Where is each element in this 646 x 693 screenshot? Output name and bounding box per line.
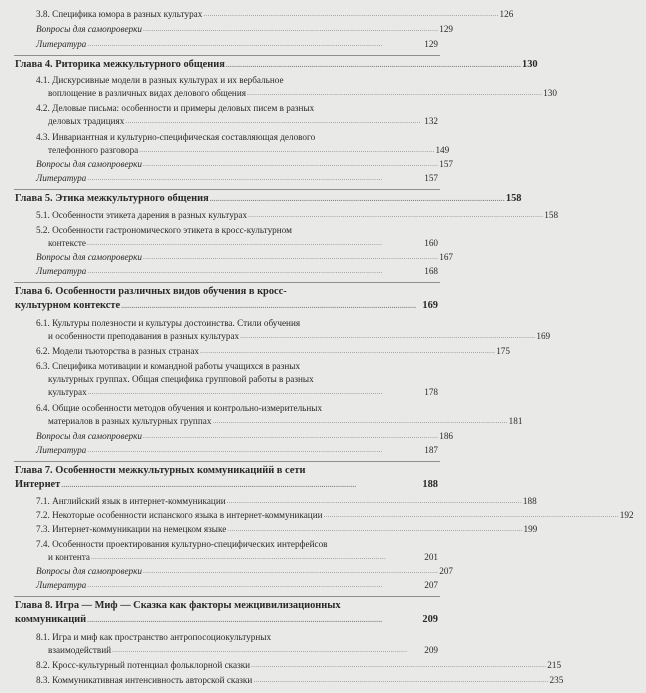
leader-dots: ................................................................................................................................................ [246,89,543,97]
toc-entry [0,266,450,277]
toc-entry [0,416,523,427]
toc-entry-title: культурных группах. Общая специфика групповой работы в разных [48,374,314,384]
toc-entry-page: 188 [522,496,537,506]
toc-entry [0,552,450,563]
toc-entry-page: 126 [499,9,514,19]
toc-entry-page: 192 [619,510,634,520]
leader-dots: ................................................................................................................................................ [200,347,496,355]
leader-dots: ................................................................................................................................................ [112,646,408,654]
divider [14,596,440,597]
leader-dots: ................................................................................................................................................ [87,581,383,589]
leader-dots: ................................................................................................................................................ [240,332,536,340]
toc-entry [0,88,557,99]
toc-entry-title: 8.2. Кросс-культурный потенциал фольклорной сказки [36,660,251,670]
toc-entry-title: 7.3. Интернет-коммуникации на немецком языке [36,524,227,534]
divider [14,55,440,56]
chapter-title: Интернет [15,479,61,490]
leader-dots: ................................................................................................................................................ [227,525,523,533]
toc-entry-title: 4.2. Деловые письма: особенности и примеры деловых писем в разных [36,103,315,113]
chapter-page: 158 [505,193,522,204]
toc-entry-page: 130 [543,88,557,98]
toc-entry [0,173,450,184]
leader-dots: ................................................................................................................................................ [87,388,383,396]
toc-entry [0,645,450,656]
toc-entry-title: Вопросы для самопроверки [36,159,143,169]
leader-dots: ................................................................................................................................................ [323,511,619,519]
toc-entry-title: взаимодействий [48,645,112,655]
toc-entry-title: 6.4. Общие особенности методов обучения и контрольно-измерительных [36,403,323,413]
leader-dots: ................................................................................................................................................ [87,267,383,275]
toc-entry-title: Вопросы для самопроверки [36,252,143,262]
divider [14,461,440,462]
toc-entry [0,346,510,357]
toc-entry [0,524,538,535]
leader-dots: ................................................................................................................................................ [253,676,549,684]
toc-entry-title: 8.3. Коммуникативная интенсивность авторской сказки [36,675,253,685]
leader-dots: ................................................................................................................................................ [143,253,439,261]
toc-entry-page: 201 [424,552,438,562]
leader-dots: ................................................................................................................................................ [226,497,522,505]
leader-dots: ................................................................................................................................................ [225,61,522,69]
toc-entry-page: 175 [496,346,510,356]
toc-entry [0,24,454,35]
leader-dots: ................................................................................................................................................ [87,239,383,247]
toc-entry-page: 158 [544,210,559,220]
toc-entry-title: 6.1. Культуры полезности и культуры достоинства. Стили обучения [36,318,301,328]
toc-entry-page: 157 [439,159,454,169]
toc-entry-title: 8.1. Игра и миф как пространство антропосоциокультурных [36,632,272,642]
chapter-page: 209 [422,614,438,625]
toc-entry-page: 167 [439,252,454,262]
toc-entry [0,238,450,249]
leader-dots: ................................................................................................................................................ [87,616,383,624]
toc-entry-title: контексте [48,238,87,248]
toc-entry [0,210,559,221]
chapter-page: 169 [422,300,438,311]
toc-entry-page: 169 [536,331,551,341]
leader-dots: ................................................................................................................................................ [203,10,499,18]
chapter-title: Глава 7. Особенности межкультурных коммуникацийй в сети [15,465,306,476]
toc-entry-title: 7.4. Особенности проектирования культурно-специфических интерфейсов [36,539,328,549]
leader-dots: ................................................................................................................................................ [87,174,383,182]
toc-entry-page: 207 [439,566,454,576]
toc-entry-title: 7.2. Некоторые особенности испанского языка в интернет-коммуникации [36,510,323,520]
toc-entry-title: и контента [48,552,90,562]
chapter-page: 188 [422,479,438,490]
leader-dots: ................................................................................................................................................ [87,40,383,48]
leader-dots: ................................................................................................................................................ [143,25,439,33]
leader-dots: ................................................................................................................................................ [248,211,544,219]
toc-entry [0,159,454,170]
chapter-heading [0,614,450,626]
leader-dots: ................................................................................................................................................ [143,567,439,575]
toc-entry-page: 215 [547,660,562,670]
toc-entry [0,566,454,577]
leader-dots: ................................................................................................................................................ [139,146,435,154]
leader-dots: ................................................................................................................................................ [143,432,439,440]
toc-entry-page: 207 [424,580,438,590]
toc-entry-title: деловых традициях [48,116,125,126]
toc-entry [0,252,454,263]
chapter-title: Глава 6. Особенности различных видов обучения в кросс- [15,286,287,297]
toc-entry [0,660,562,671]
toc-entry-title: телефонного разговора [48,145,139,155]
toc-entry-page: 149 [435,145,450,155]
toc-entry-page: 132 [424,116,438,126]
toc-entry-title: 5.1. Особенности этикета дарения в разных культурах [36,210,248,220]
toc-entry-title: Литература [36,266,87,276]
toc-entry-title: культурах [48,387,87,397]
toc-entry-page: 187 [424,445,438,455]
toc-entry-page: 199 [523,524,538,534]
toc-entry-title: 4.3. Инвариантная и культурно-специфическая составляющая делового [36,132,316,142]
toc-entry [0,331,551,342]
chapter-title: коммуникаций [15,614,87,625]
toc-entry-page: 235 [549,675,564,685]
toc-entry-title: Литература [36,445,87,455]
divider [14,282,440,283]
toc-entry-title: 6.2. Модели тьюторства в разных странах [36,346,199,356]
toc-entry [0,510,634,521]
leader-dots: ................................................................................................................................................ [251,661,547,669]
toc-entry [0,580,450,591]
toc-entry-page: 178 [424,387,438,397]
toc-entry-page: 186 [439,431,454,441]
leader-dots: ................................................................................................................................................ [87,446,383,454]
toc-entry [0,387,450,398]
toc-entry-title: Литература [36,580,87,590]
toc-entry-page: 129 [424,39,438,49]
toc-entry-title: и особенности преподавания в разных культурах [48,331,240,341]
toc-entry-title: Литература [36,173,87,183]
chapter-heading [0,193,522,205]
toc-entry-title: 6.3. Специфика мотивации и командной работы учащихся в разных [36,361,301,371]
toc-entry-title: 7.1. Английский язык в интернет-коммуникации [36,496,226,506]
leader-dots: ................................................................................................................................................ [90,553,387,561]
toc-entry-page: 181 [508,416,523,426]
toc-entry-title: 3.8. Специфика юмора в разных культурах [36,9,203,19]
toc-entry [0,39,450,50]
toc-entry-title: воплощение в различных видах делового общения [48,88,246,98]
chapter-heading [0,59,538,71]
toc-entry [0,116,450,127]
toc-entry-page: 168 [424,266,438,276]
toc-entry [0,9,514,20]
leader-dots: ................................................................................................................................................ [143,160,439,168]
toc-entry-title: Вопросы для самопроверки [36,24,143,34]
chapter-page: 130 [522,59,538,70]
toc-entry-page: 160 [424,238,438,248]
chapter-title: Глава 8. Игра — Миф — Сказка как факторы межцивилизационных [15,600,341,611]
toc-entry-title: 4.1. Дискурсивные модели в разных культурах и их вербальное [36,75,284,85]
toc-entry [0,145,450,156]
chapter-title: Глава 5. Этика межкультурного общения [15,193,209,204]
toc-entry-title: материалов в разных культурных группах [48,416,212,426]
chapter-heading [0,300,450,312]
toc-entry-page: 129 [439,24,454,34]
toc-entry-title: Вопросы для самопроверки [36,431,143,441]
chapter-title: Глава 4. Риторика межкультурного общения [15,59,225,70]
toc-entry-title: Вопросы для самопроверки [36,566,143,576]
leader-dots: ................................................................................................................................................ [121,302,417,310]
divider [14,189,440,190]
toc-entry [0,675,564,686]
toc-entry-page: 157 [424,173,438,183]
chapter-title: культурном контексте [15,300,121,311]
toc-entry [0,496,537,507]
chapter-heading [0,479,450,491]
toc-entry-title: 5.2. Особенности гастрономического этикета в кросс-культурном [36,225,292,235]
leader-dots: ................................................................................................................................................ [61,481,357,489]
toc-entry [0,445,450,456]
leader-dots: ................................................................................................................................................ [125,117,421,125]
toc-entry [0,431,454,442]
toc-entry-page: 209 [424,645,438,655]
leader-dots: ................................................................................................................................................ [212,417,508,425]
leader-dots: ................................................................................................................................................ [209,195,505,203]
toc-entry-title: Литература [36,39,87,49]
